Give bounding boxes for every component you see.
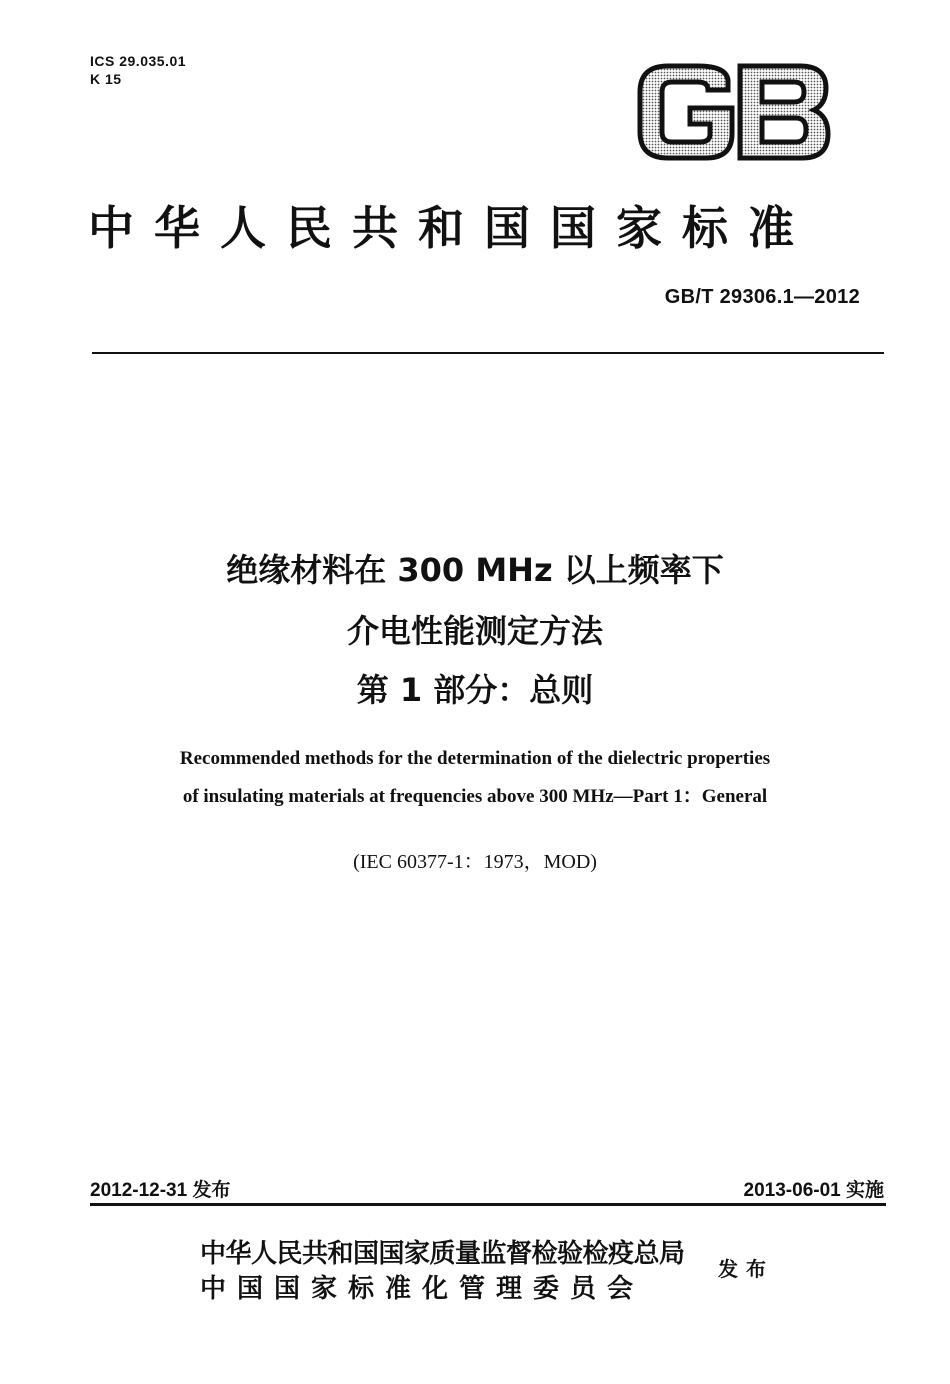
ics-code: ICS 29.035.01 <box>90 53 187 69</box>
gb-logo <box>636 62 832 162</box>
national-standard-heading: 中华人民共和国国家标准 <box>88 201 814 255</box>
title-cn-line1: 绝缘材料在 300 MHz 以上频率下 <box>226 551 724 589</box>
publish-label: 发布 <box>718 1257 774 1281</box>
classification-codes <box>90 52 186 88</box>
title-cn-line3: 第 1 部分：总则 <box>356 671 594 709</box>
issue-date: 2012-12-31 发布 <box>90 1180 231 1201</box>
adoption-reference: (IEC 60377-1：1973，MOD) <box>353 851 597 873</box>
title-en-line1: Recommended methods for the determination of the dielectric properties <box>179 748 771 769</box>
ccs-code: K 15 <box>90 71 122 87</box>
publisher-line1: 中华人民共和国国家质量监督检验检疫总局 <box>200 1239 685 1269</box>
footer-divider <box>90 1203 886 1206</box>
publisher-line2: 中国国家标准化管理委员会 <box>200 1274 645 1304</box>
implementation-date: 2013-06-01 实施 <box>743 1180 884 1201</box>
header-divider <box>92 352 884 354</box>
standard-number: GB/T 29306.1—2012 <box>664 286 860 308</box>
title-cn-line2: 介电性能测定方法 <box>346 612 603 650</box>
title-en-line2: of insulating materials at frequencies above 300 MHz—Part 1：General <box>182 786 768 807</box>
